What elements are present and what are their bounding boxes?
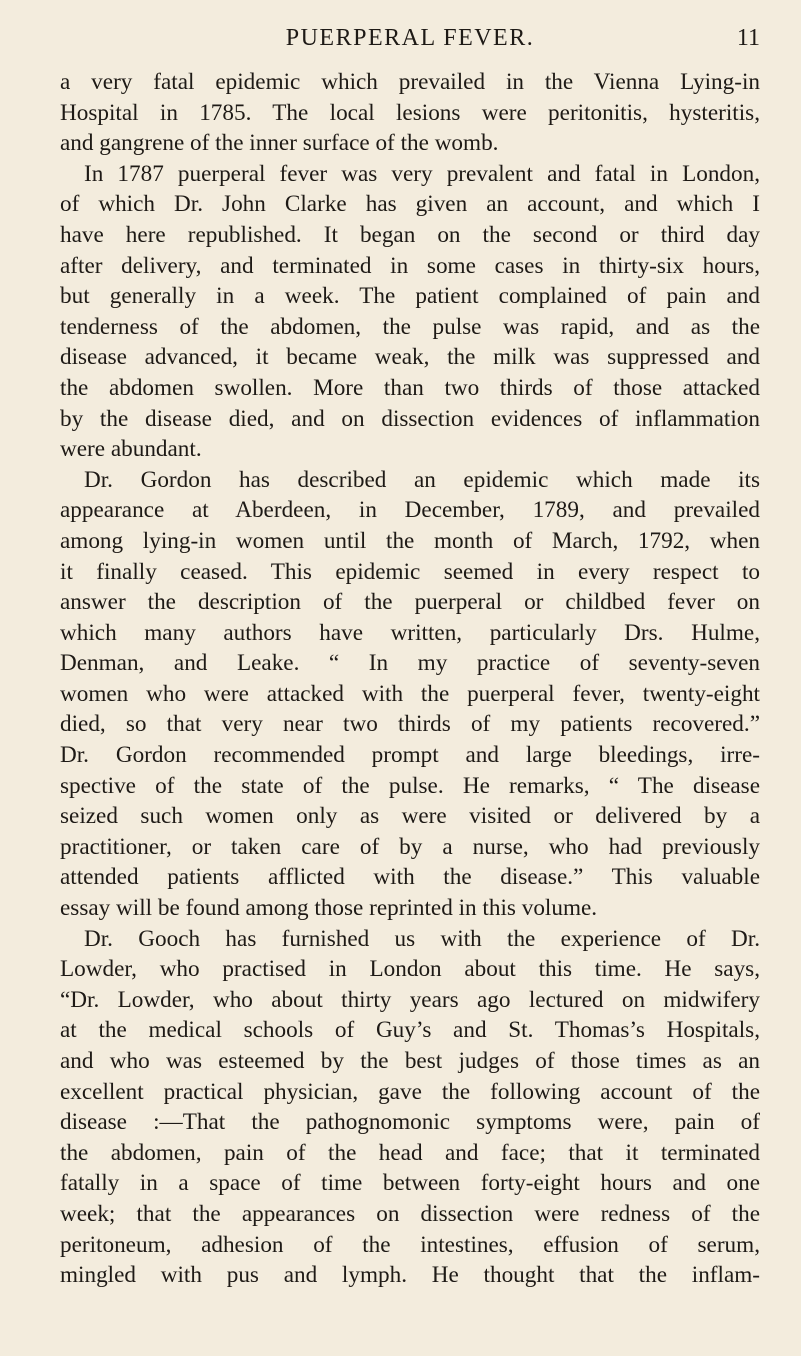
text-line: practitioner, or taken care of by a nurse, who had previously xyxy=(60,833,760,860)
text-line: Denman, and Leake. “ In my practice of seventy-seven xyxy=(60,650,760,677)
text-line: have here republished. It began on the second or third day xyxy=(60,221,760,248)
text-line: “Dr. Lowder, who about thirty years ago lectured on midwifery xyxy=(60,986,760,1013)
text-line: Hospital in 1785. The local lesions were peritonitis, hysteritis, xyxy=(60,99,760,126)
text-line: after delivery, and terminated in some cases in thirty-six hours, xyxy=(60,252,760,279)
text-line: essay will be found among those reprinted in this volume. xyxy=(60,895,598,922)
text-line: appearance at Aberdeen, in December, 1789, and prevailed xyxy=(60,497,760,524)
text-line: a very fatal epidemic which prevailed in the Vienna Lying-in xyxy=(60,69,760,95)
running-title: PUERPERAL FEVER. xyxy=(285,25,535,51)
text-line: Dr. Gooch has furnished us with the experience of Dr. xyxy=(84,925,760,952)
text-line: attended patients afflicted with the disease.” This valuable xyxy=(60,864,760,891)
text-line: and gangrene of the inner surface of the womb. xyxy=(60,130,499,157)
text-line: disease :—That the pathognomonic symptoms were, pain of xyxy=(60,1109,760,1136)
text-line: which many authors have written, particularly Drs. Hulme, xyxy=(60,619,760,646)
text-line: tenderness of the abdomen, the pulse was rapid, and as the xyxy=(60,313,760,340)
text-line: peritoneum, adhesion of the intestines, effusion of serum, xyxy=(60,1231,760,1258)
text-line: answer the description of the puerperal or childbed fever on xyxy=(60,589,760,616)
text-line: died, so that very near two thirds of my patients recovered.” xyxy=(60,711,760,738)
text-line: at the medical schools of Guy’s and St. Thomas’s Hospitals, xyxy=(60,1017,760,1044)
text-line: Dr. Gordon recommended prompt and large bleedings, irre- xyxy=(60,742,760,769)
text-line: and who was esteemed by the best judges of those times as an xyxy=(60,1048,760,1074)
text-line: it finally ceased. This epidemic seemed in every respect to xyxy=(60,558,760,585)
running-head xyxy=(60,18,760,58)
text-line: Dr. Gordon has described an epidemic which made its xyxy=(84,466,760,493)
page-number: 11 xyxy=(736,25,760,51)
text-line: Lowder, who practised in London about this time. He says, xyxy=(60,956,760,983)
text-line: week; that the appearances on dissection were redness of the xyxy=(60,1200,760,1227)
text-line: mingled with pus and lymph. He thought that the inflam- xyxy=(60,1262,760,1289)
text-line: disease advanced, it became weak, the milk was suppressed and xyxy=(60,344,760,371)
text-line: of which Dr. John Clarke has given an account, and which I xyxy=(60,191,760,218)
text-line: seized such women only as were visited or delivered by a xyxy=(60,803,760,830)
text-line: women who were attacked with the puerperal fever, twenty-eight xyxy=(60,680,760,707)
text-line: excellent practical physician, gave the following account of the xyxy=(60,1078,760,1105)
text-line: among lying-in women until the month of March, 1792, when xyxy=(60,527,760,554)
text-line: In 1787 puerperal fever was very prevalent and fatal in London, xyxy=(84,160,760,187)
body-text xyxy=(60,67,760,1291)
text-line: the abdomen swollen. More than two thirds of those attacked xyxy=(60,374,760,401)
text-line: but generally in a week. The patient complained of pain and xyxy=(60,283,760,310)
text-line: were abundant. xyxy=(60,436,202,463)
text-line: spective of the state of the pulse. He remarks, “ The disease xyxy=(60,772,760,799)
text-line: by the disease died, and on dissection evidences of inflammation xyxy=(60,405,760,432)
text-line: fatally in a space of time between forty-eight hours and one xyxy=(60,1170,760,1197)
text-line: the abdomen, pain of the head and face; that it terminated xyxy=(60,1139,760,1166)
